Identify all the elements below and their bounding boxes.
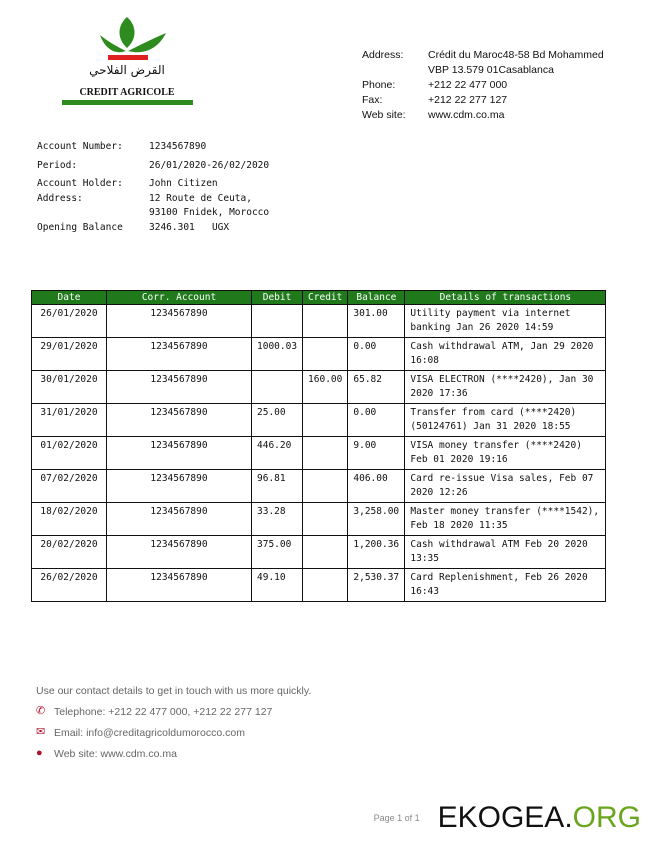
cell-credit [303,437,348,470]
cell-details: VISA money transfer (****2420) Feb 01 2020 19:16 [405,437,606,470]
holder-label: Account Holder: [37,178,123,189]
cell-credit [303,503,348,536]
watermark-main: EKOGEA. [437,801,573,834]
page-number: Page 1 of 1 [373,813,420,823]
cell-acct: 1234567890 [107,338,252,371]
address-line2: 93100 Fnidek, Morocco [149,207,270,218]
cell-details: VISA ELECTRON (****2420), Jan 30 2020 17:36 [405,371,606,404]
cell-details: Cash withdrawal ATM Feb 20 2020 13:35 [405,536,606,569]
table-row [32,371,606,404]
cell-details: Cash withdrawal ATM, Jan 29 2020 16:08 [405,338,606,371]
table-row [32,569,606,602]
cell-acct: 1234567890 [107,470,252,503]
cell-balance: 301.00 [348,305,405,338]
footer-contact [36,680,311,764]
cell-details: Card re-issue Visa sales, Feb 07 2020 12:26 [405,470,606,503]
contact-label: Address: [362,49,404,61]
column-header: Debit [252,291,303,305]
contact-value: VBP 13.579 01Casablanca [428,64,554,76]
watermark-accent: ORG [572,801,641,834]
cell-credit [303,470,348,503]
cell-debit: 33.28 [252,503,303,536]
holder: John Citizen [149,178,218,189]
contact-value: www.cdm.co.ma [428,109,505,121]
email-icon: ✉ [36,726,46,738]
address-label: Address: [37,192,83,204]
table-row [32,404,606,437]
account-number-label: Account Number: [37,141,123,152]
opening-balance: 3246.301 [149,221,195,233]
table-row [32,503,606,536]
cell-debit: 446.20 [252,437,303,470]
cell-date: 07/02/2020 [32,470,107,503]
cell-balance: 3,258.00 [348,503,405,536]
column-header: Balance [348,291,405,305]
cell-credit [303,569,348,602]
period: 26/01/2020-26/02/2020 [149,159,270,171]
contact-label: Web site: [362,109,406,121]
cell-debit: 375.00 [252,536,303,569]
watermark [438,800,641,836]
contact-label: Fax: [362,94,383,106]
cell-date: 18/02/2020 [32,503,107,536]
cell-acct: 1234567890 [107,371,252,404]
cell-debit: 49.10 [252,569,303,602]
address-line1: 12 Route de Ceuta, [149,192,252,204]
cell-details: Utility payment via internet banking Jan 26 2020 14:59 [405,305,606,338]
cell-acct: 1234567890 [107,305,252,338]
phone-icon: ✆ [36,705,46,717]
table-row [32,305,606,338]
column-header: Date [32,291,107,305]
cell-balance: 0.00 [348,338,405,371]
cell-balance: 1,200.36 [348,536,405,569]
contact-value: Crédit du Maroc48-58 Bd Mohammed [428,49,604,61]
cell-date: 29/01/2020 [32,338,107,371]
cell-debit: 96.81 [252,470,303,503]
cell-details: Master money transfer (****1542), Feb 18 2020 11:35 [405,503,606,536]
cell-balance: 65.82 [348,371,405,404]
cell-debit: 1000.03 [252,338,303,371]
bank-contact-block [362,48,604,123]
opening-balance-label: Opening Balance [37,221,123,233]
footer-website[interactable]: Web site: www.cdm.co.ma [54,747,177,760]
contact-label [362,63,428,78]
cell-credit [303,305,348,338]
column-header: Credit [303,291,348,305]
cell-acct: 1234567890 [107,437,252,470]
cell-date: 20/02/2020 [32,536,107,569]
account-info [37,140,269,235]
cell-date: 30/01/2020 [32,371,107,404]
footer-telephone: Telephone: +212 22 477 000, +212 22 277 127 [54,705,273,718]
cell-debit [252,305,303,338]
cell-date: 26/02/2020 [32,569,107,602]
web-icon: ● [36,747,43,759]
contact-value: +212 22 477 000 [428,79,508,91]
transactions-table [31,290,606,602]
column-header: Corr. Account [107,291,252,305]
currency: UGX [211,221,230,233]
table-row [32,338,606,371]
table-row [32,470,606,503]
contact-value: +212 22 277 127 [428,94,508,106]
cell-date: 01/02/2020 [32,437,107,470]
contact-label: Phone: [362,79,396,91]
cell-acct: 1234567890 [107,404,252,437]
account-number: 1234567890 [149,141,207,152]
cell-date: 26/01/2020 [32,305,107,338]
cell-balance: 2,530.37 [348,569,405,602]
column-header: Details of transactions [405,291,606,305]
page-bottom [374,800,641,836]
svg-text:القرض الفلاحي: القرض الفلاحي [89,63,165,77]
table-row [32,437,606,470]
table-row [32,536,606,569]
cell-debit: 25.00 [252,404,303,437]
cell-acct: 1234567890 [107,536,252,569]
cell-acct: 1234567890 [107,503,252,536]
period-label: Period: [37,159,78,171]
cell-acct: 1234567890 [107,569,252,602]
cell-balance: 9.00 [348,437,405,470]
svg-text:CREDIT AGRICOLE: CREDIT AGRICOLE [79,87,175,98]
cell-debit [252,371,303,404]
cell-credit: 160.00 [303,371,348,404]
cell-details: Card Replenishment, Feb 26 2020 16:43 [405,569,606,602]
cell-credit [303,338,348,371]
cell-balance: 0.00 [348,404,405,437]
cell-balance: 406.00 [348,470,405,503]
footer-email[interactable]: Email: info@creditagricoldumorocco.com [54,726,245,739]
footer-intro: Use our contact details to get in touch with us more quickly. [36,684,312,697]
cell-date: 31/01/2020 [32,404,107,437]
credit-agricole-logo [60,15,195,110]
cell-credit [303,536,348,569]
cell-details: Transfer from card (****2420) (50124761) Jan 31 2020 18:55 [405,404,606,437]
cell-credit [303,404,348,437]
